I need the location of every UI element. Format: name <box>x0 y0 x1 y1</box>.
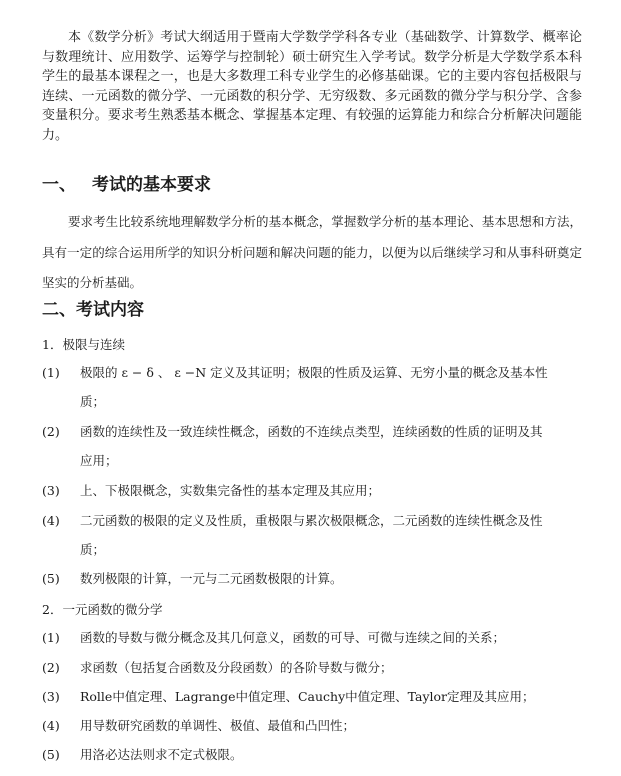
list-item-continuation: 质； <box>80 542 106 557</box>
section-number: 一、 <box>42 175 76 195</box>
list-item: (5) 用洛必达法则求不定式极限。 <box>42 747 243 762</box>
list-item: (5) 数列极限的计算，一元与二元函数极限的计算。 <box>42 571 343 586</box>
list-item-continuation: 质； <box>80 394 106 409</box>
list-item-continuation: 应用； <box>80 453 118 468</box>
list-item: (2) 函数的连续性及一致连续性概念，函数的不连续点类型，连续函数的性质的证明及其 <box>42 424 543 439</box>
list-item: (3) 上、下极限概念，实数集完备性的基本定理及其应用； <box>42 483 381 498</box>
list-item: (2) 求函数（包括复合函数及分段函数）的各阶导数与微分； <box>42 660 393 675</box>
section-title: 考试的基本要求 <box>92 175 211 195</box>
list-item: (1) 极限的 ε − δ 、 ε −N 定义及其证明；极限的性质及运算、无穷小量的概念及基本性 <box>42 365 548 380</box>
requirements-paragraph: 要求考生比较系统地理解数学分析的基本概念，掌握数学分析的基本理论、基本思想和方法，具有一定的综合运用所学的知识分析问题和解决问题的能力，以便为以后继续学习和从事科研奠定坚实的分析基础。 <box>42 214 582 290</box>
section-heading-exam-content: 二、考试内容 <box>42 300 144 320</box>
list-item: (4) 用导数研究函数的单调性、极值、最值和凸凹性； <box>42 718 356 733</box>
subsection-univariate-differential: 2．一元函数的微分学 <box>42 602 163 617</box>
intro-paragraph: 本《数学分析》考试大纲适用于暨南大学数学学科各专业（基础数学、计算数学、概率论与数理统计、应用数学、运筹学与控制轮）硕士研究生入学考试。数学分析是大学数学系本科学生的最基本课程之一，也是大多数理工科专业学生的必修基础课。它的主要内容包括极限与连续、一元函数的微分学、一元函数的积分学、无穷级数、多元函数的微分学与积分学、含参变量积分。要求考生熟悉基本概念、掌握基本定理、有较强的运算能力和综合分析解决问题能力。 <box>42 30 582 143</box>
subsection-limits-continuity: 1．极限与连续 <box>42 337 125 352</box>
list-item: (1) 函数的导数与微分概念及其几何意义，函数的可导、可微与连续之间的关系； <box>42 630 506 645</box>
list-item: (4) 二元函数的极限的定义及性质，重极限与累次极限概念，二元函数的连续性概念及性 <box>42 513 543 528</box>
section-heading-basic-requirements <box>42 174 211 196</box>
list-item: (3) Rolle中值定理、Lagrange中值定理、Cauchy中值定理、Taylor定理及其应用； <box>42 689 535 704</box>
